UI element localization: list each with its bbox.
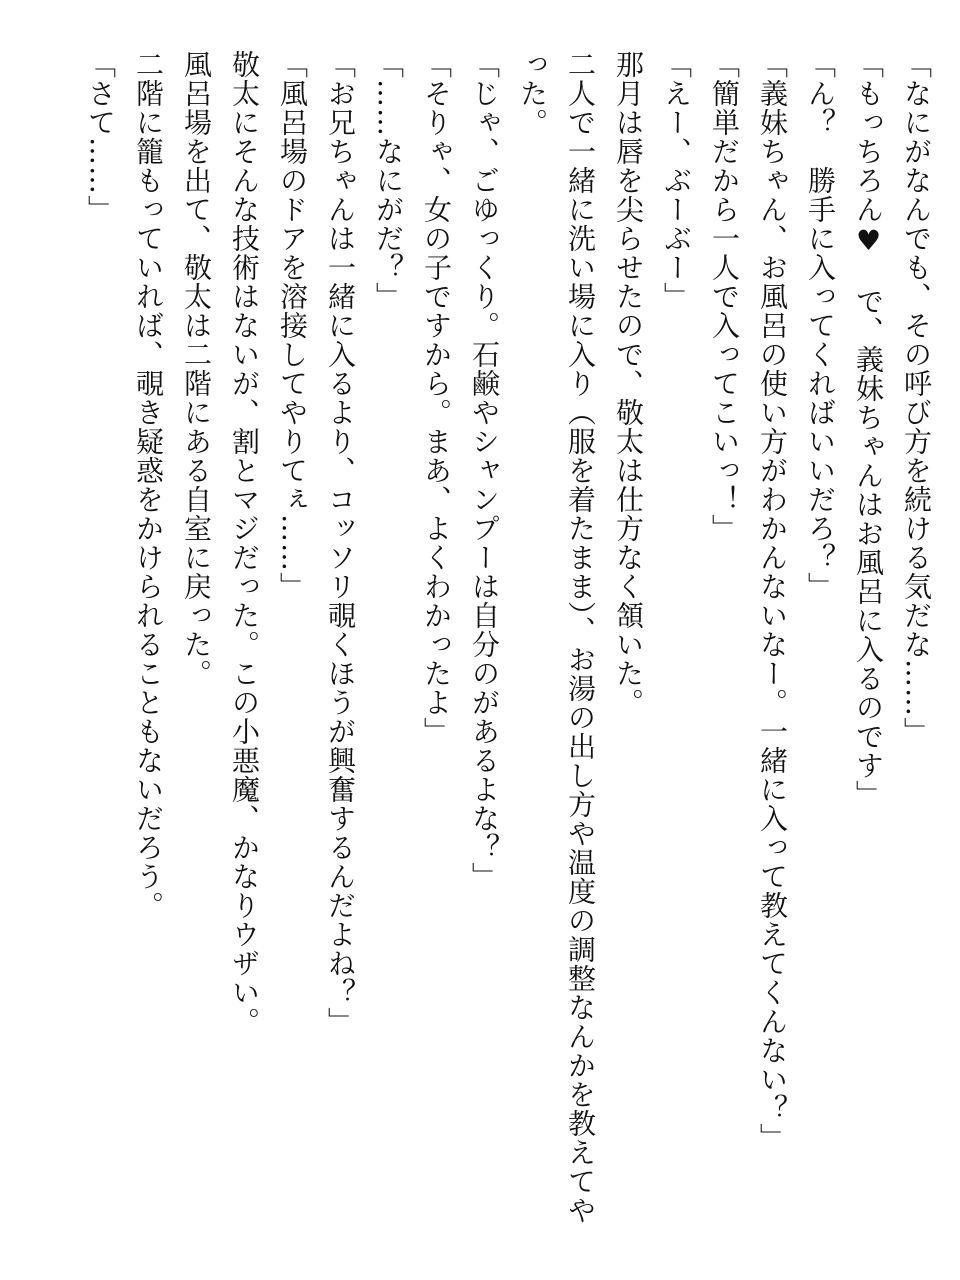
text-line-6: 「えー、ぶーぶー」	[660, 50, 693, 311]
text-line-2: 「もっちろん♥ で、義妹ちゃんはお風呂に入るのです」	[852, 50, 885, 809]
text-line-8: 二人で一緒に洗い場に入り（服を着たまま）、お湯の出し方や温度の調整なんかを教えてやった。	[516, 50, 597, 1225]
text-line-4: 「義妹ちゃん、お風呂の使い方がわかんないなー。一緒に入って教えてくんない？」	[756, 50, 789, 1152]
text-line-14: 敬太にそんな技術はないが、割とマジだった。この小悪魔、かなりウザい。	[228, 50, 261, 1036]
text-line-17: 「さて……」	[84, 50, 117, 224]
text-line-1: 「なにがなんでも、その呼び方を続ける気だな……」	[900, 50, 933, 746]
text-line-12: 「お兄ちゃんは一緒に入るより、コッソリ覗くほうが興奮するんだよね？」	[324, 50, 357, 1036]
text-line-5: 「簡単だから一人で入ってこいっ！」	[708, 50, 741, 543]
text-line-3: 「ん？ 勝手に入ってくればいいだろ？」	[804, 50, 837, 601]
text-line-9: 「じゃ、ごゆっくり。石鹸やシャンプーは自分のがあるよな？」	[468, 50, 501, 891]
text-line-7: 那月は唇を尖らせたので、敬太は仕方なく頷いた。	[612, 50, 645, 717]
vertical-text-body	[76, 50, 940, 1250]
text-line-13: 「風呂場のドアを溶接してやりてぇ……」	[276, 50, 309, 601]
text-line-16: 二階に籠もっていれば、覗き疑惑をかけられることもないだろう。	[132, 50, 165, 920]
text-line-10: 「そりゃ、女の子ですから。まあ、よくわかったよ」	[420, 50, 453, 746]
text-line-15: 風呂場を出て、敬太は二階にある自室に戻った。	[180, 50, 213, 688]
text-line-11: 「……なにがだ？」	[372, 50, 405, 311]
